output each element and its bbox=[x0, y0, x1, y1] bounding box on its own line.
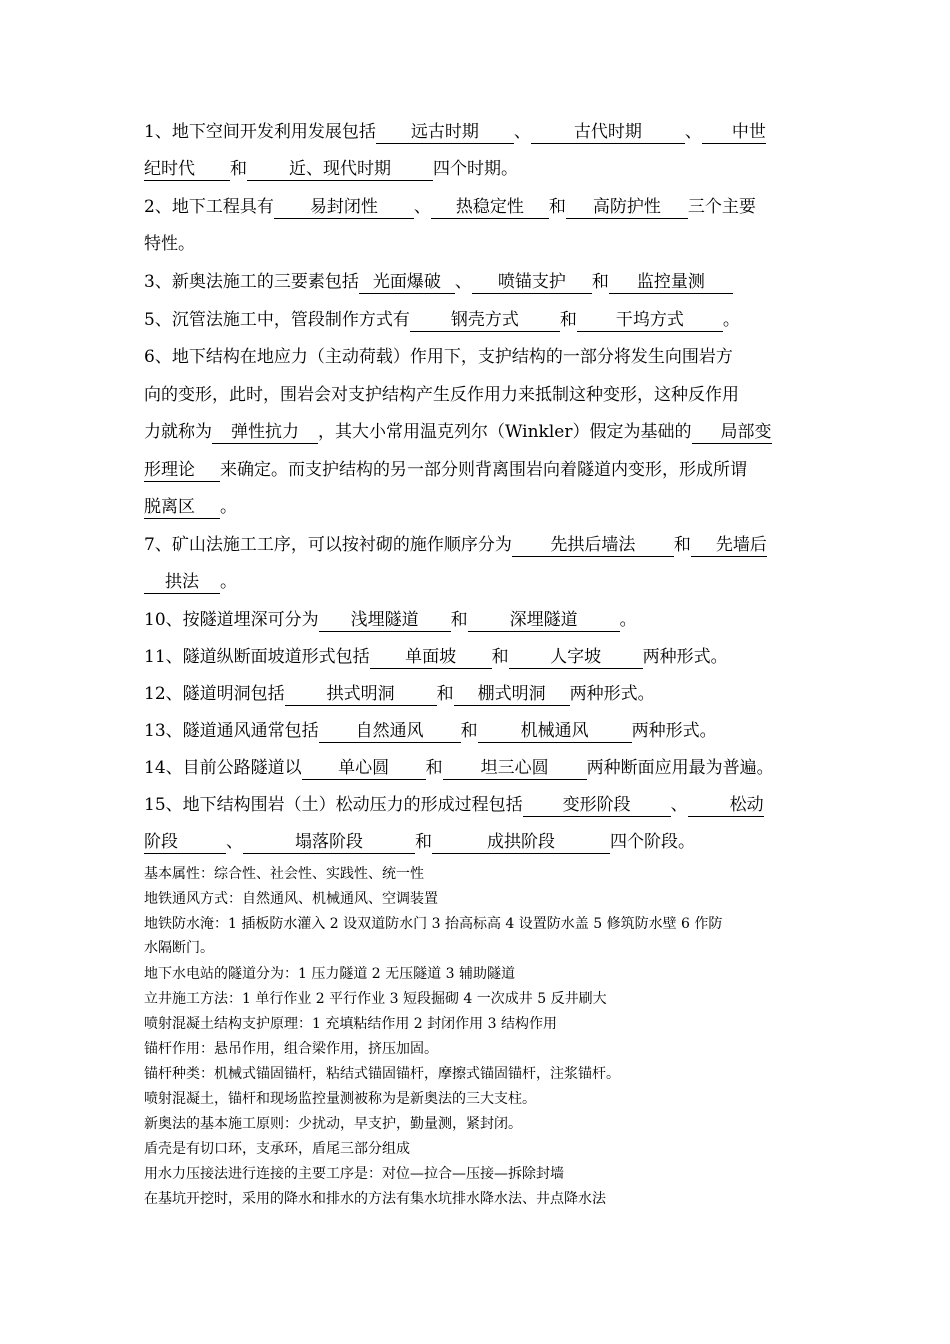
question-text: 两种形式。 bbox=[569, 684, 655, 704]
question-text: 力就称为 bbox=[144, 422, 212, 442]
answer-blank: 机械通风 bbox=[478, 720, 632, 743]
answer-blank: 高防护性 bbox=[566, 196, 688, 219]
question-6-line-2 bbox=[144, 377, 810, 414]
question-text: 两种形式。 bbox=[642, 647, 728, 667]
question-5 bbox=[144, 302, 810, 339]
question-text: 四个时期。 bbox=[433, 159, 518, 179]
answer-blank: 监控量测 bbox=[609, 271, 733, 294]
question-text: 向的变形，此时，围岩会对支护结构产生反作用力来抵制这种变形，这种反作用 bbox=[144, 385, 739, 405]
separator: 和 bbox=[415, 832, 432, 852]
question-text: 6、地下结构在地应力（主动荷载）作用下，支护结构的一部分将发生向围岩方 bbox=[144, 347, 733, 367]
note-line: 喷射混凝土结构支护原理：1 充填粘结作用 2 封闭作用 3 结构作用 bbox=[144, 1016, 557, 1032]
note-line: 地铁防水淹：1 插板防水灌入 2 设双道防水门 3 抬高标高 4 设置防水盖 5 修筑防水壁 6 作防 bbox=[144, 916, 723, 932]
separator: 和 bbox=[491, 647, 509, 667]
separator: 和 bbox=[425, 758, 443, 778]
separator: 、 bbox=[513, 122, 531, 142]
question-text: 。 bbox=[619, 610, 637, 630]
answer-blank: 远古时期 bbox=[376, 121, 514, 144]
question-text: 来确定。而支护结构的另一部分则背离围岩向着隧道内变形，形成所谓 bbox=[220, 460, 747, 480]
question-text: 特性。 bbox=[144, 234, 195, 254]
question-text: 2、地下工程具有 bbox=[144, 197, 274, 217]
question-text: 7、矿山法施工工序，可以按衬砌的施作顺序分为 bbox=[144, 535, 512, 555]
answer-blank: 热稳定性 bbox=[431, 196, 549, 219]
separator: 、 bbox=[670, 795, 688, 815]
note-line: 在基坑开挖时，采用的降水和排水的方法有集水坑排水降水法、井点降水法 bbox=[144, 1191, 606, 1207]
question-1-line-1 bbox=[144, 114, 810, 151]
question-6-line-1 bbox=[144, 339, 810, 376]
separator: 和 bbox=[460, 721, 478, 741]
question-6-line-4 bbox=[144, 452, 810, 489]
answer-blank: 深埋隧道 bbox=[468, 609, 620, 632]
answer-blank: 纪时代 bbox=[144, 158, 230, 181]
question-7-line-1 bbox=[144, 527, 810, 564]
answer-blank: 变形阶段 bbox=[523, 794, 671, 817]
question-text: ，其大小常用温克列尔（Winkler）假定为基础的 bbox=[318, 422, 692, 442]
answer-blank: 棚式明洞 bbox=[454, 683, 570, 706]
question-12 bbox=[144, 676, 810, 713]
question-text: 3、新奥法施工的三要素包括 bbox=[144, 272, 359, 292]
separator: 、 bbox=[684, 122, 702, 142]
separator: 和 bbox=[548, 197, 566, 217]
note-line: 锚杆作用：悬吊作用，组合梁作用，挤压加固。 bbox=[144, 1041, 438, 1057]
separator: 、 bbox=[413, 197, 431, 217]
note-line: 立井施工方法：1 单行作业 2 平行作业 3 短段掘砌 4 一次成井 5 反井刷大 bbox=[144, 991, 607, 1007]
note-line: 地下水电站的隧道分为：1 压力隧道 2 无压隧道 3 辅助隧道 bbox=[144, 966, 515, 982]
note-line: 新奥法的基本施工原则：少扰动，早支护，勤量测，紧封闭。 bbox=[144, 1116, 522, 1132]
separator: 和 bbox=[450, 610, 468, 630]
question-6-line-3 bbox=[144, 414, 810, 451]
answer-blank: 塌落阶段 bbox=[243, 831, 415, 854]
answer-blank: 拱法 bbox=[144, 571, 220, 594]
question-text: 12、隧道明洞包括 bbox=[144, 684, 285, 704]
question-10 bbox=[144, 602, 810, 639]
question-11 bbox=[144, 639, 810, 676]
answer-blank: 阶段 bbox=[144, 831, 226, 854]
question-text: 。 bbox=[220, 497, 237, 517]
question-text: 11、隧道纵断面坡道形式包括 bbox=[144, 647, 370, 667]
answer-blank: 先墙后 bbox=[691, 534, 767, 557]
question-text: 。 bbox=[220, 572, 237, 592]
question-text: 三个主要 bbox=[687, 197, 756, 217]
answer-blank: 局部变 bbox=[692, 421, 772, 444]
answer-blank: 单心圆 bbox=[302, 757, 426, 780]
question-text: 四个阶段。 bbox=[610, 832, 695, 852]
note-line: 盾壳是有切口环，支承环，盾尾三部分组成 bbox=[144, 1141, 410, 1157]
question-text: 两种形式。 bbox=[631, 721, 717, 741]
separator: 和 bbox=[559, 310, 577, 330]
question-14 bbox=[144, 750, 810, 787]
question-15-line-2 bbox=[144, 824, 810, 861]
answer-blank: 人字坡 bbox=[509, 646, 643, 669]
separator: 和 bbox=[436, 684, 454, 704]
answer-blank: 浅埋隧道 bbox=[319, 609, 451, 632]
question-3 bbox=[144, 264, 810, 301]
note-line: 基本属性：综合性、社会性、实践性、统一性 bbox=[144, 866, 424, 882]
answer-blank: 坦三心圆 bbox=[443, 757, 587, 780]
answer-blank: 自然通风 bbox=[319, 720, 461, 743]
question-text: 5、沉管法施工中，管段制作方式有 bbox=[144, 310, 410, 330]
note-line: 用水力压接法进行连接的主要工序是：对位—拉合—压接—拆除封墙 bbox=[144, 1166, 564, 1182]
note-line: 锚杆种类：机械式锚固锚杆，粘结式锚固锚杆，摩擦式锚固锚杆，注浆锚杆。 bbox=[144, 1066, 620, 1082]
question-2-line-2 bbox=[144, 226, 810, 263]
separator: 、 bbox=[454, 272, 472, 292]
answer-blank: 中世 bbox=[702, 121, 766, 144]
answer-blank: 近、现代时期 bbox=[247, 158, 433, 181]
question-15-line-1 bbox=[144, 787, 810, 824]
separator: 和 bbox=[230, 159, 247, 179]
answer-blank: 弹性抗力 bbox=[212, 421, 318, 444]
answer-blank: 拱式明洞 bbox=[285, 683, 437, 706]
question-text: 1、地下空间开发利用发展包括 bbox=[144, 122, 376, 142]
question-text: 。 bbox=[722, 310, 740, 330]
question-13 bbox=[144, 713, 810, 750]
answer-blank: 光面爆破 bbox=[359, 271, 455, 294]
answer-blank: 古代时期 bbox=[531, 121, 685, 144]
answer-blank: 钢壳方式 bbox=[410, 309, 560, 332]
question-2-line-1 bbox=[144, 189, 810, 226]
note-line: 喷射混凝土，锚杆和现场监控量测被称为是新奥法的三大支柱。 bbox=[144, 1091, 536, 1107]
separator: 和 bbox=[591, 272, 609, 292]
question-text: 15、地下结构围岩（土）松动压力的形成过程包括 bbox=[144, 795, 523, 815]
question-text: 10、按隧道埋深可分为 bbox=[144, 610, 319, 630]
question-text: 两种断面应用最为普遍。 bbox=[586, 758, 774, 778]
answer-blank: 松动 bbox=[688, 794, 764, 817]
question-1-line-2 bbox=[144, 151, 810, 188]
answer-blank: 喷锚支护 bbox=[472, 271, 592, 294]
separator: 、 bbox=[226, 832, 243, 852]
answer-blank: 脱离区 bbox=[144, 496, 220, 519]
question-text: 13、隧道通风通常包括 bbox=[144, 721, 319, 741]
question-text: 14、目前公路隧道以 bbox=[144, 758, 302, 778]
note-line: 水隔断门。 bbox=[144, 940, 214, 956]
note-line: 地铁通风方式：自然通风、机械通风、空调装置 bbox=[144, 891, 438, 907]
answer-blank: 单面坡 bbox=[370, 646, 492, 669]
answer-blank: 先拱后墙法 bbox=[512, 534, 674, 557]
answer-blank: 成拱阶段 bbox=[432, 831, 610, 854]
answer-blank: 易封闭性 bbox=[274, 196, 414, 219]
separator: 和 bbox=[673, 535, 691, 555]
question-6-line-5 bbox=[144, 489, 810, 526]
question-7-line-2 bbox=[144, 564, 810, 601]
answer-blank: 干坞方式 bbox=[577, 309, 723, 332]
answer-blank: 形理论 bbox=[144, 459, 220, 482]
